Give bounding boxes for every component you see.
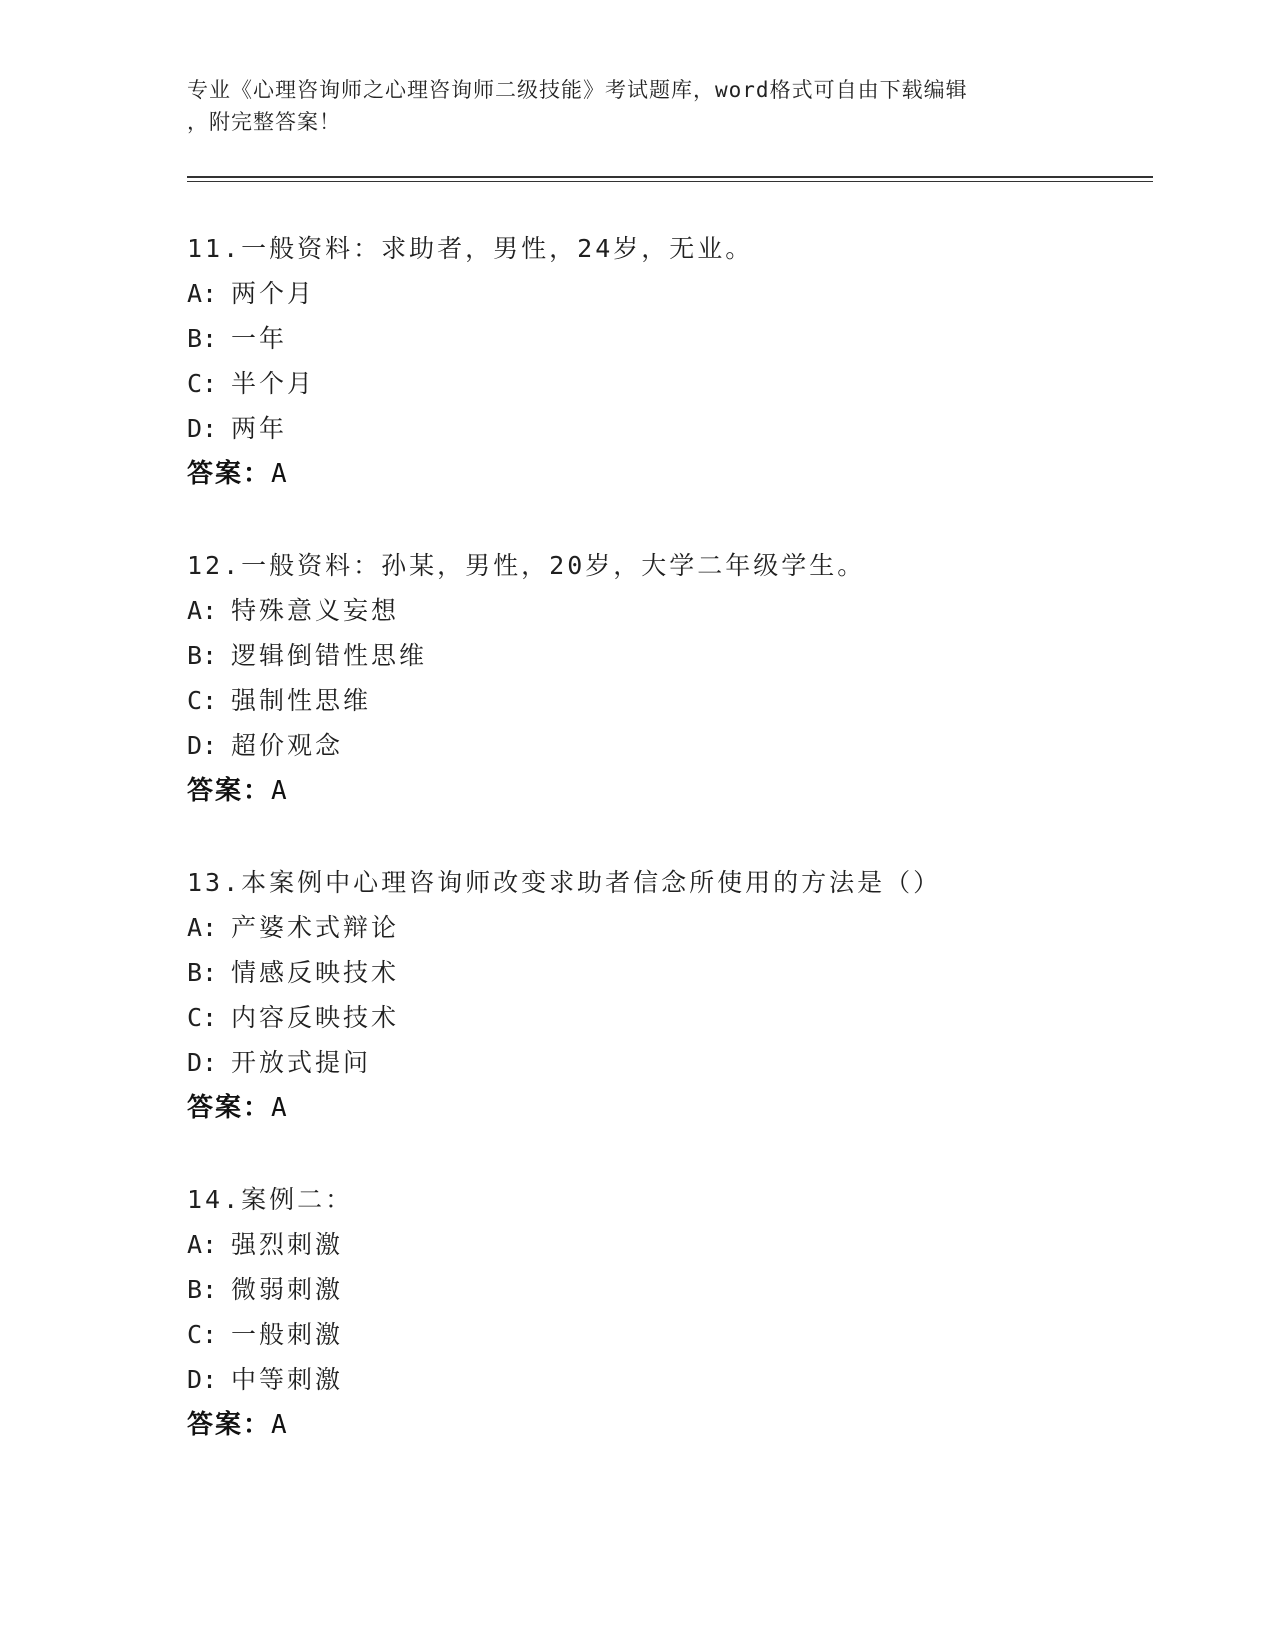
option-text: 半个月	[231, 369, 316, 398]
question-title: 13.本案例中心理咨询师改变求助者信念所使用的方法是（）	[187, 868, 942, 897]
option-c	[187, 995, 1147, 1040]
option-text: 中等刺激	[231, 1365, 344, 1394]
option-text: 强烈刺激	[231, 1230, 344, 1259]
option-key: B:	[187, 324, 218, 353]
option-key: A:	[187, 279, 218, 308]
option-text: 两个月	[231, 279, 316, 308]
option-b	[187, 1267, 1147, 1312]
option-d	[187, 1357, 1147, 1402]
answer-label: 答案：	[187, 1410, 272, 1440]
answer-value: A	[271, 1410, 289, 1440]
answer-value: A	[271, 1093, 289, 1123]
option-a	[187, 1222, 1147, 1267]
option-text: 强制性思维	[231, 686, 372, 715]
option-key: D:	[187, 414, 218, 443]
option-key: B:	[187, 641, 218, 670]
option-key: A:	[187, 1230, 218, 1259]
option-c	[187, 361, 1147, 406]
header-line-2: ，附完整答案！	[187, 110, 341, 134]
option-text: 逻辑倒错性思维	[231, 641, 428, 670]
option-key: A:	[187, 596, 218, 625]
option-text: 超价观念	[231, 731, 344, 760]
option-c	[187, 1312, 1147, 1357]
answer-label: 答案：	[187, 776, 272, 806]
option-b	[187, 316, 1147, 361]
question-title: 12.一般资料：孙某，男性，20岁，大学二年级学生。	[187, 551, 866, 580]
option-text: 内容反映技术	[231, 1003, 400, 1032]
answer-value: A	[271, 776, 289, 806]
option-key: D:	[187, 731, 218, 760]
option-key: C:	[187, 1003, 218, 1032]
header-divider	[187, 176, 1153, 178]
answer-label: 答案：	[187, 459, 272, 489]
question-14	[187, 1177, 1147, 1448]
option-text: 微弱刺激	[231, 1275, 344, 1304]
option-a	[187, 588, 1147, 633]
option-key: D:	[187, 1365, 218, 1394]
question-11	[187, 226, 1147, 497]
option-key: B:	[187, 1275, 218, 1304]
option-text: 开放式提问	[231, 1048, 372, 1077]
answer-value: A	[271, 459, 289, 489]
option-text: 一年	[231, 324, 288, 353]
option-a	[187, 271, 1147, 316]
option-key: C:	[187, 369, 218, 398]
option-d	[187, 406, 1147, 451]
option-text: 特殊意义妄想	[231, 596, 400, 625]
option-key: C:	[187, 686, 218, 715]
answer-line	[187, 451, 1147, 497]
option-c	[187, 678, 1147, 723]
option-text: 产婆术式辩论	[231, 913, 400, 942]
option-d	[187, 723, 1147, 768]
answer-line	[187, 768, 1147, 814]
question-13	[187, 860, 1147, 1131]
question-title: 11.一般资料：求助者，男性，24岁，无业。	[187, 234, 754, 263]
option-key: B:	[187, 958, 218, 987]
option-text: 两年	[231, 414, 288, 443]
option-text: 情感反映技术	[231, 958, 400, 987]
answer-label: 答案：	[187, 1093, 272, 1123]
option-text: 一般刺激	[231, 1320, 344, 1349]
answer-line	[187, 1085, 1147, 1131]
answer-line	[187, 1402, 1147, 1448]
option-key: A:	[187, 913, 218, 942]
document-header	[187, 74, 1067, 138]
question-title: 14.案例二：	[187, 1185, 354, 1214]
option-key: C:	[187, 1320, 218, 1349]
option-key: D:	[187, 1048, 218, 1077]
option-d	[187, 1040, 1147, 1085]
option-b	[187, 950, 1147, 995]
header-line-1: 专业《心理咨询师之心理咨询师二级技能》考试题库，word格式可自由下载编辑	[187, 78, 968, 102]
option-b	[187, 633, 1147, 678]
question-12	[187, 543, 1147, 814]
header-divider-secondary	[187, 181, 1153, 182]
option-a	[187, 905, 1147, 950]
